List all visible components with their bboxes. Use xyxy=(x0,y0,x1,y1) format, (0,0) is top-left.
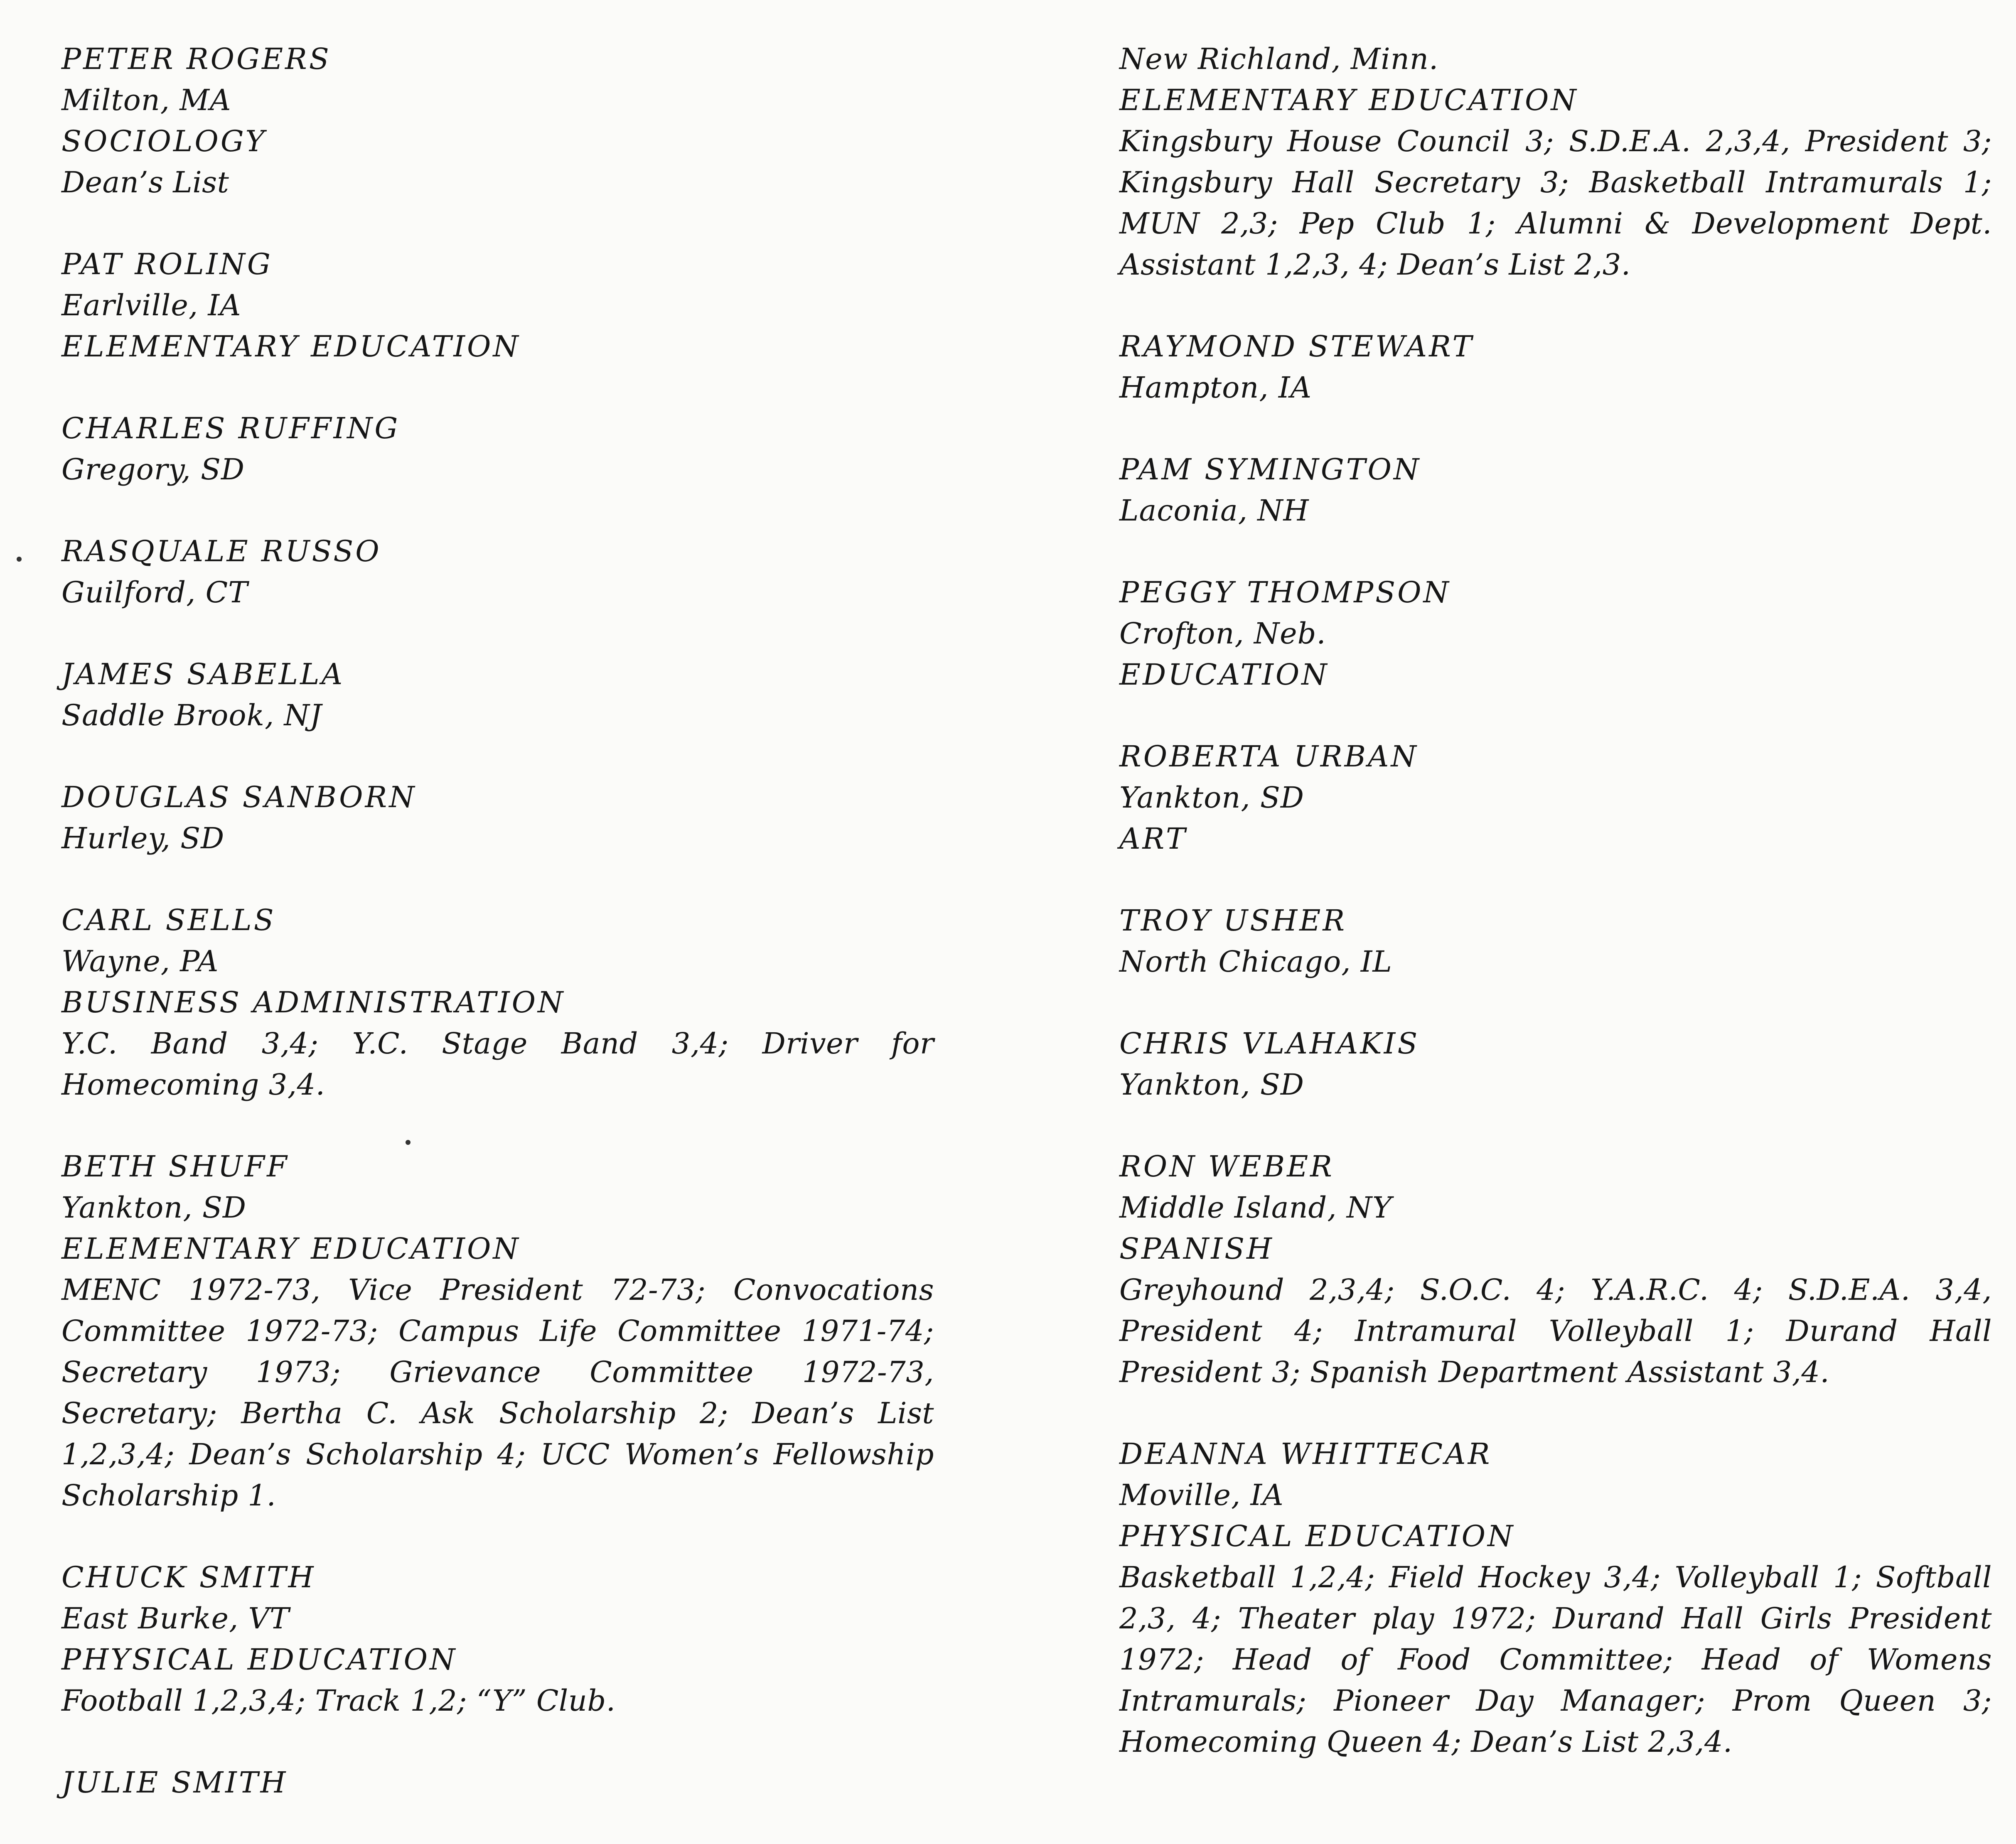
student-activities: MENC 1972-73, Vice President 72-73; Convocations Committee 1972-73; Campus Life Committee 1971-74; Secretary 1973; Grievance Committee 1972-73, Secretary; Bertha C. Ask Scholarship 2; Dean’s List 1,2,3,4; Dean’s Scholarship 4; UCC Women’s Fellowship Scholarship 1. xyxy=(61,1273,934,1513)
student-entry xyxy=(1119,326,1992,408)
student-hometown: Gregory, SD xyxy=(61,452,245,486)
student-hometown: New Richland, Minn. xyxy=(1119,42,1439,76)
student-entry xyxy=(61,1557,934,1721)
student-hometown: Moville, IA xyxy=(1119,1478,1284,1512)
student-name: RASQUALE RUSSO xyxy=(61,534,381,568)
student-entry xyxy=(61,654,934,736)
student-hometown: Hurley, SD xyxy=(61,821,225,855)
student-entry xyxy=(1119,449,1992,531)
student-entry xyxy=(1119,1146,1992,1393)
student-hometown: Yankton, SD xyxy=(61,1191,246,1225)
student-name: BETH SHUFF xyxy=(61,1149,289,1183)
student-hometown: Yankton, SD xyxy=(1119,1068,1304,1102)
student-major: BUSINESS ADMINISTRATION xyxy=(61,985,565,1019)
student-activities: Football 1,2,3,4; Track 1,2; “Y” Club. xyxy=(61,1684,616,1718)
student-name: PAT ROLING xyxy=(61,247,273,281)
student-hometown: Yankton, SD xyxy=(1119,781,1304,815)
student-hometown: Laconia, NH xyxy=(1119,494,1309,528)
student-hometown: Earlville, IA xyxy=(61,288,241,322)
student-activities: Basketball 1,2,4; Field Hockey 3,4; Volleyball 1; Softball 2,3, 4; Theater play 1972; Durand Hall Girls President 1972; Head of Food Committee; Head of Womens Intramurals; Pioneer Day Manager; Prom Queen 3; Homecoming Queen 4; Dean’s List 2,3,4. xyxy=(1119,1560,1992,1759)
student-name: CHRIS VLAHAKIS xyxy=(1119,1026,1420,1061)
student-name: TROY USHER xyxy=(1119,904,1347,938)
scan-speck xyxy=(406,1140,411,1145)
student-entry xyxy=(61,39,934,203)
student-major: ELEMENTARY EDUCATION xyxy=(61,1232,521,1266)
student-major: PHYSICAL EDUCATION xyxy=(61,1643,457,1677)
student-name: PAM SYMINGTON xyxy=(1119,452,1421,486)
student-entry xyxy=(61,1146,934,1516)
student-hometown: Saddle Brook, NJ xyxy=(61,698,322,732)
student-hometown: Wayne, PA xyxy=(61,944,219,978)
student-major: EDUCATION xyxy=(1119,658,1329,692)
student-name: CHUCK SMITH xyxy=(61,1560,316,1594)
student-hometown: Middle Island, NY xyxy=(1119,1191,1392,1225)
student-name: RAYMOND STEWART xyxy=(1119,329,1474,363)
student-name: DEANNA WHITTECAR xyxy=(1119,1437,1492,1471)
student-entry xyxy=(61,408,934,490)
student-entry xyxy=(1119,39,1992,285)
student-major: ART xyxy=(1119,822,1187,856)
student-hometown: Hampton, IA xyxy=(1119,371,1312,405)
student-hometown: East Burke, VT xyxy=(61,1601,290,1635)
student-entry xyxy=(1119,736,1992,859)
student-activities: Kingsbury House Council 3; S.D.E.A. 2,3,4, President 3; Kingsbury Hall Secretary 3; Basketball Intramurals 1; MUN 2,3; Pep Club 1; Alumni & Development Dept. Assistant 1,2,3, 4; Dean’s List 2,3. xyxy=(1119,124,1992,282)
student-name: DOUGLAS SANBORN xyxy=(61,780,417,814)
student-name: PETER ROGERS xyxy=(61,42,331,76)
student-major: ELEMENTARY EDUCATION xyxy=(61,329,521,363)
student-name: CHARLES RUFFING xyxy=(61,411,400,445)
student-entry xyxy=(61,900,934,1105)
student-entry xyxy=(61,777,934,859)
student-name: JULIE SMITH xyxy=(61,1765,288,1800)
student-name: PEGGY THOMPSON xyxy=(1119,575,1451,609)
student-activities: Dean’s List xyxy=(61,165,229,199)
student-name: ROBERTA URBAN xyxy=(1119,739,1419,773)
scan-speck xyxy=(17,557,22,562)
student-entry xyxy=(1119,1023,1992,1105)
student-activities: Y.C. Band 3,4; Y.C. Stage Band 3,4; Driver for Homecoming 3,4. xyxy=(61,1026,934,1102)
student-activities: Greyhound 2,3,4; S.O.C. 4; Y.A.R.C. 4; S.D.E.A. 3,4, President 4; Intramural Volleyball 1; Durand Hall President 3; Spanish Department Assistant 3,4. xyxy=(1119,1273,1992,1389)
student-hometown: Crofton, Neb. xyxy=(1119,616,1326,651)
student-major: SPANISH xyxy=(1119,1232,1274,1266)
student-entry xyxy=(61,1762,934,1803)
student-hometown: Guilford, CT xyxy=(61,575,248,609)
student-name: CARL SELLS xyxy=(61,903,276,937)
right-column xyxy=(1119,39,1992,1803)
student-entry xyxy=(61,531,934,613)
student-entry xyxy=(1119,1434,1992,1763)
student-entry xyxy=(1119,572,1992,695)
student-major: PHYSICAL EDUCATION xyxy=(1119,1519,1515,1553)
student-name: RON WEBER xyxy=(1119,1149,1334,1183)
student-hometown: Milton, MA xyxy=(61,83,231,117)
student-entry xyxy=(1119,900,1992,982)
student-entry xyxy=(61,244,934,367)
student-hometown: North Chicago, IL xyxy=(1119,945,1392,979)
left-column xyxy=(61,39,934,1844)
student-major: ELEMENTARY EDUCATION xyxy=(1119,83,1578,117)
student-name: JAMES SABELLA xyxy=(61,657,345,691)
student-major: SOCIOLOGY xyxy=(61,124,267,158)
